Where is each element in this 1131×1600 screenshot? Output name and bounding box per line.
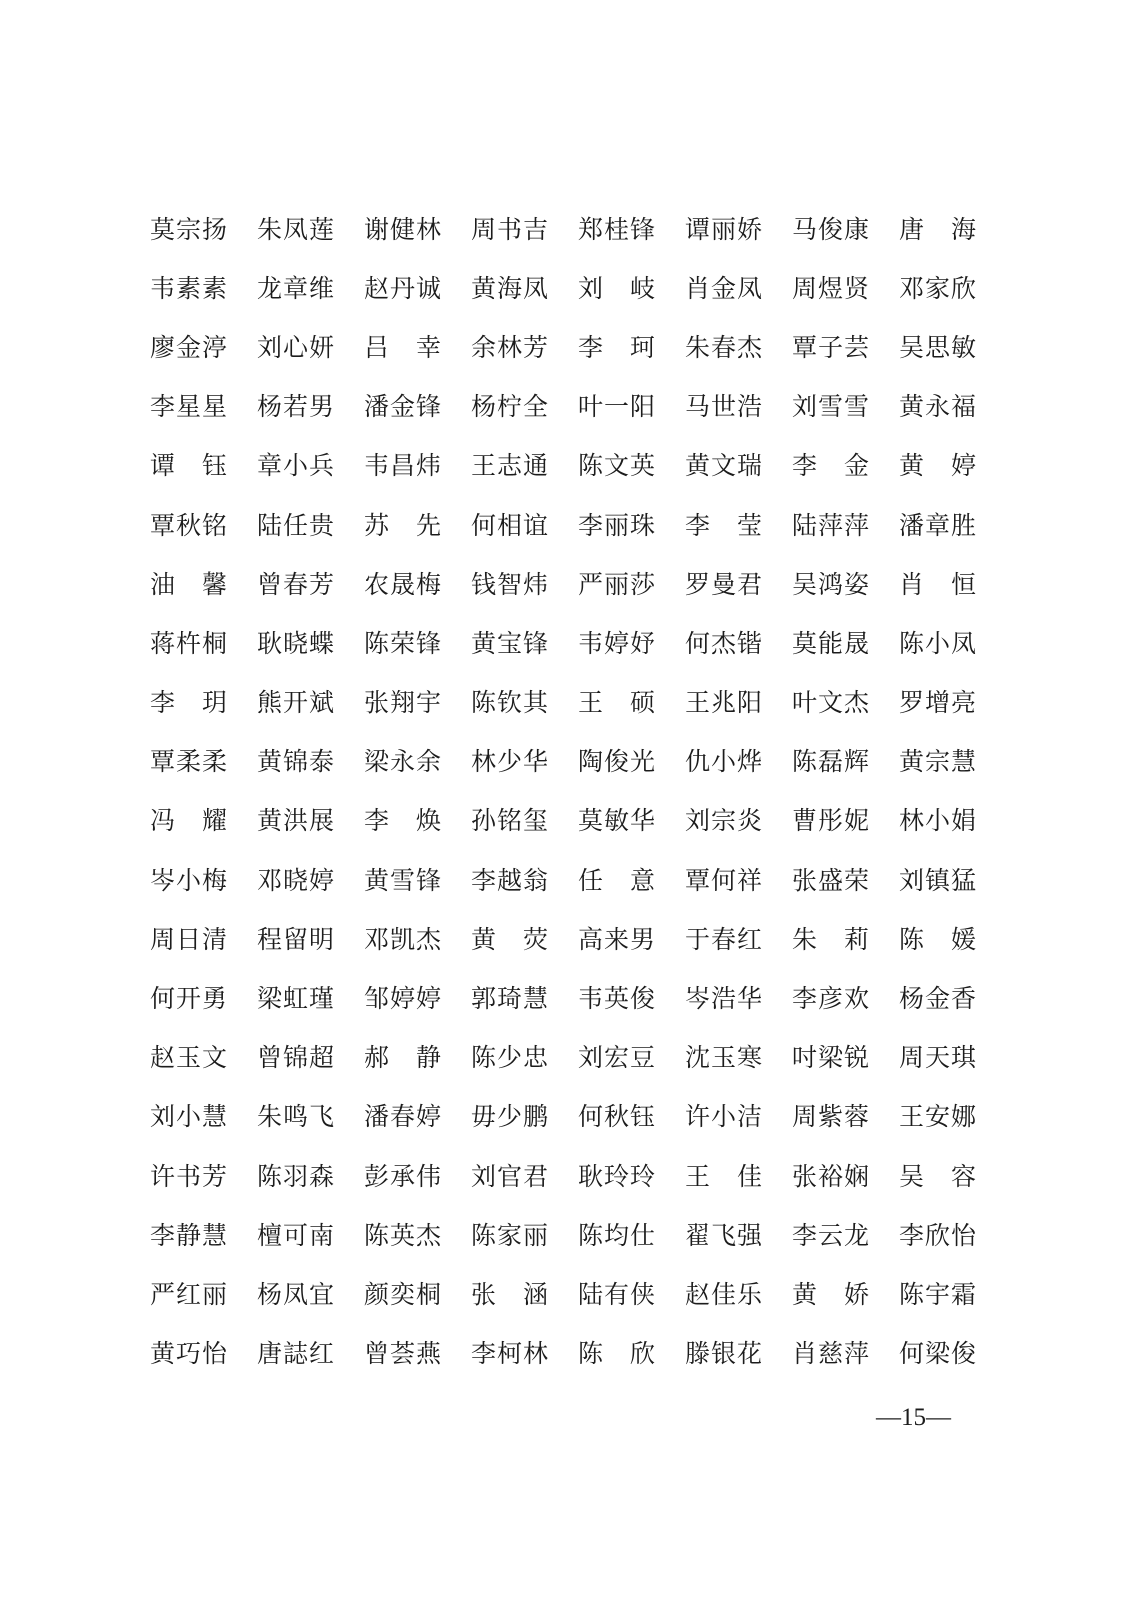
name-entry: 莫宗扬 <box>150 214 229 244</box>
name-row <box>150 435 990 494</box>
name-entry: 杨凤宜 <box>257 1279 336 1309</box>
name-entry: 黄文瑞 <box>685 451 764 481</box>
name-entry: 吋梁锐 <box>792 1043 871 1073</box>
name-entry: 李星星 <box>150 392 229 422</box>
name-entry: 郑桂锋 <box>578 214 657 244</box>
name-entry: 朱春杰 <box>685 332 764 362</box>
name-entry: 赵玉文 <box>150 1043 229 1073</box>
name-entry: 仇小烨 <box>685 747 764 777</box>
name-entry: 耿玲玲 <box>578 1161 657 1191</box>
name-entry: 陈 欣 <box>578 1339 657 1369</box>
name-entry: 周书吉 <box>471 214 550 244</box>
name-entry: 肖金凤 <box>685 273 764 303</box>
name-entry: 谢健林 <box>364 214 443 244</box>
name-entry: 叶文杰 <box>792 688 871 718</box>
name-entry: 李云龙 <box>792 1220 871 1250</box>
name-entry: 赵丹诚 <box>364 273 443 303</box>
name-entry: 邓凯杰 <box>364 924 443 954</box>
name-entry: 陈家丽 <box>471 1220 550 1250</box>
name-entry: 周天琪 <box>899 1043 978 1073</box>
name-entry: 曹彤妮 <box>792 806 871 836</box>
name-entry: 黄巧怡 <box>150 1339 229 1369</box>
name-row <box>150 1027 990 1086</box>
name-entry: 陆任贵 <box>257 510 336 540</box>
name-entry: 于春红 <box>685 924 764 954</box>
name-entry: 韦英俊 <box>578 984 657 1014</box>
name-row <box>150 1086 990 1145</box>
name-entry: 黄永福 <box>899 392 978 422</box>
name-entry: 陈羽森 <box>257 1161 336 1191</box>
name-entry: 滕银花 <box>685 1339 764 1369</box>
name-entry: 余林芳 <box>471 332 550 362</box>
name-entry: 黄锦泰 <box>257 747 336 777</box>
name-entry: 覃子芸 <box>792 332 871 362</box>
name-row <box>150 612 990 671</box>
name-entry: 刘小慧 <box>150 1102 229 1132</box>
name-entry: 赵佳乐 <box>685 1279 764 1309</box>
name-entry: 张裕娴 <box>792 1161 871 1191</box>
name-entry: 刘雪雪 <box>792 392 871 422</box>
name-entry: 陆萍萍 <box>792 510 871 540</box>
name-entry: 覃柔柔 <box>150 747 229 777</box>
name-entry: 周日清 <box>150 924 229 954</box>
name-entry: 王 硕 <box>578 688 657 718</box>
name-entry: 潘金锋 <box>364 392 443 422</box>
name-row <box>150 1263 990 1322</box>
name-entry: 陆有侠 <box>578 1279 657 1309</box>
name-entry: 潘章胜 <box>899 510 978 540</box>
name-entry: 吕 幸 <box>364 332 443 362</box>
name-entry: 翟飞强 <box>685 1220 764 1250</box>
name-entry: 李 焕 <box>364 806 443 836</box>
name-entry: 王兆阳 <box>685 688 764 718</box>
name-entry: 程留明 <box>257 924 336 954</box>
name-entry: 吴鸿姿 <box>792 569 871 599</box>
name-entry: 谭 钰 <box>150 451 229 481</box>
name-entry: 李彦欢 <box>792 984 871 1014</box>
page-number: —15— <box>876 1404 951 1431</box>
name-entry: 曾春芳 <box>257 569 336 599</box>
name-entry: 陈磊辉 <box>792 747 871 777</box>
name-entry: 梁虹瑾 <box>257 984 336 1014</box>
name-entry: 王 佳 <box>685 1161 764 1191</box>
name-entry: 刘 岐 <box>578 273 657 303</box>
name-entry: 熊开斌 <box>257 688 336 718</box>
name-entry: 钱智炜 <box>471 569 550 599</box>
name-entry: 檀可南 <box>257 1220 336 1250</box>
name-entry: 何开勇 <box>150 984 229 1014</box>
name-entry: 覃何祥 <box>685 865 764 895</box>
name-entry: 覃秋铭 <box>150 510 229 540</box>
name-entry: 陈少忠 <box>471 1043 550 1073</box>
name-entry: 黄宗慧 <box>899 747 978 777</box>
name-entry: 林小娟 <box>899 806 978 836</box>
name-entry: 邓晓婷 <box>257 865 336 895</box>
name-entry: 郭琦慧 <box>471 984 550 1014</box>
name-row <box>150 731 990 790</box>
name-entry: 李越翁 <box>471 865 550 895</box>
name-entry: 黄 娇 <box>792 1279 871 1309</box>
name-entry: 陈均仕 <box>578 1220 657 1250</box>
name-entry: 李 珂 <box>578 332 657 362</box>
name-entry: 叶一阳 <box>578 392 657 422</box>
name-entry: 陈 媛 <box>899 924 978 954</box>
name-entry: 章小兵 <box>257 451 336 481</box>
name-entry: 罗增亮 <box>899 688 978 718</box>
name-entry: 张翔宇 <box>364 688 443 718</box>
name-entry: 韦昌炜 <box>364 451 443 481</box>
name-entry: 黄雪锋 <box>364 865 443 895</box>
name-entry: 张盛荣 <box>792 865 871 895</box>
name-entry: 周煜贤 <box>792 273 871 303</box>
name-entry: 朱 莉 <box>792 924 871 954</box>
name-entry: 邓家欣 <box>899 273 978 303</box>
name-entry: 罗曼君 <box>685 569 764 599</box>
name-entry: 曾荟燕 <box>364 1339 443 1369</box>
name-entry: 陈宇霜 <box>899 1279 978 1309</box>
name-entry: 蒋杵桐 <box>150 628 229 658</box>
name-entry: 邹婷婷 <box>364 984 443 1014</box>
name-entry: 廖金渟 <box>150 332 229 362</box>
name-entry: 许小洁 <box>685 1102 764 1132</box>
name-entry: 周紫蓉 <box>792 1102 871 1132</box>
name-entry: 王安娜 <box>899 1102 978 1132</box>
name-entry: 唐誌红 <box>257 1339 336 1369</box>
name-row <box>150 790 990 849</box>
name-entry: 马世浩 <box>685 392 764 422</box>
name-entry: 吴思敏 <box>899 332 978 362</box>
name-entry: 陈文英 <box>578 451 657 481</box>
name-entry: 刘宏豆 <box>578 1043 657 1073</box>
name-row <box>150 257 990 316</box>
name-entry: 何杰锴 <box>685 628 764 658</box>
name-entry: 严红丽 <box>150 1279 229 1309</box>
name-entry: 张 涵 <box>471 1279 550 1309</box>
name-entry: 许书芳 <box>150 1161 229 1191</box>
name-entry: 杨若男 <box>257 392 336 422</box>
name-entry: 苏 先 <box>364 510 443 540</box>
name-entry: 岑小梅 <box>150 865 229 895</box>
name-entry: 彭承伟 <box>364 1161 443 1191</box>
name-entry: 沈玉寒 <box>685 1043 764 1073</box>
name-entry: 岑浩华 <box>685 984 764 1014</box>
name-entry: 朱凤莲 <box>257 214 336 244</box>
name-entry: 农晟梅 <box>364 569 443 599</box>
name-entry: 黄洪展 <box>257 806 336 836</box>
name-row <box>150 1323 990 1382</box>
name-entry: 马俊康 <box>792 214 871 244</box>
name-entry: 肖 恒 <box>899 569 978 599</box>
name-entry: 林少华 <box>471 747 550 777</box>
name-row <box>150 908 990 967</box>
name-entry: 任 意 <box>578 865 657 895</box>
name-entry: 李欣怡 <box>899 1220 978 1250</box>
name-entry: 王志通 <box>471 451 550 481</box>
name-row <box>150 376 990 435</box>
name-entry: 李 金 <box>792 451 871 481</box>
name-row <box>150 967 990 1026</box>
name-row <box>150 849 990 908</box>
name-entry: 毋少鹏 <box>471 1102 550 1132</box>
name-entry: 陈荣锋 <box>364 628 443 658</box>
name-entry: 冯 耀 <box>150 806 229 836</box>
name-entry: 李 玥 <box>150 688 229 718</box>
name-row <box>150 1145 990 1204</box>
name-list <box>150 198 990 1382</box>
name-entry: 李静慧 <box>150 1220 229 1250</box>
name-entry: 陈钦其 <box>471 688 550 718</box>
name-entry: 黄 荧 <box>471 924 550 954</box>
name-entry: 龙章维 <box>257 273 336 303</box>
name-entry: 莫敏华 <box>578 806 657 836</box>
name-entry: 何秋钰 <box>578 1102 657 1132</box>
name-entry: 陈小凤 <box>899 628 978 658</box>
name-entry: 何相谊 <box>471 510 550 540</box>
name-row <box>150 672 990 731</box>
name-entry: 刘镇猛 <box>899 865 978 895</box>
name-entry: 郝 静 <box>364 1043 443 1073</box>
name-entry: 李丽珠 <box>578 510 657 540</box>
name-row <box>150 1204 990 1263</box>
name-entry: 莫能晟 <box>792 628 871 658</box>
name-entry: 韦婷妤 <box>578 628 657 658</box>
name-row <box>150 198 990 257</box>
name-entry: 潘春婷 <box>364 1102 443 1132</box>
name-entry: 陈英杰 <box>364 1220 443 1250</box>
name-entry: 谭丽娇 <box>685 214 764 244</box>
name-entry: 刘宗炎 <box>685 806 764 836</box>
name-entry: 高来男 <box>578 924 657 954</box>
name-row <box>150 494 990 553</box>
name-entry: 何梁俊 <box>899 1339 978 1369</box>
name-entry: 曾锦超 <box>257 1043 336 1073</box>
name-entry: 油 馨 <box>150 569 229 599</box>
name-entry: 孙铭玺 <box>471 806 550 836</box>
name-row <box>150 316 990 375</box>
name-entry: 吴 容 <box>899 1161 978 1191</box>
name-entry: 黄 婷 <box>899 451 978 481</box>
name-row <box>150 553 990 612</box>
name-entry: 陶俊光 <box>578 747 657 777</box>
name-entry: 刘心妍 <box>257 332 336 362</box>
name-entry: 李 莹 <box>685 510 764 540</box>
name-entry: 颜奕桐 <box>364 1279 443 1309</box>
name-entry: 黄宝锋 <box>471 628 550 658</box>
name-entry: 肖慈萍 <box>792 1339 871 1369</box>
name-entry: 韦素素 <box>150 273 229 303</box>
name-entry: 严丽莎 <box>578 569 657 599</box>
name-entry: 梁永余 <box>364 747 443 777</box>
name-entry: 朱鸣飞 <box>257 1102 336 1132</box>
name-entry: 耿晓蝶 <box>257 628 336 658</box>
name-entry: 唐 海 <box>899 214 978 244</box>
name-entry: 杨金香 <box>899 984 978 1014</box>
name-entry: 黄海凤 <box>471 273 550 303</box>
name-entry: 杨柠全 <box>471 392 550 422</box>
name-entry: 李柯林 <box>471 1339 550 1369</box>
name-entry: 刘官君 <box>471 1161 550 1191</box>
